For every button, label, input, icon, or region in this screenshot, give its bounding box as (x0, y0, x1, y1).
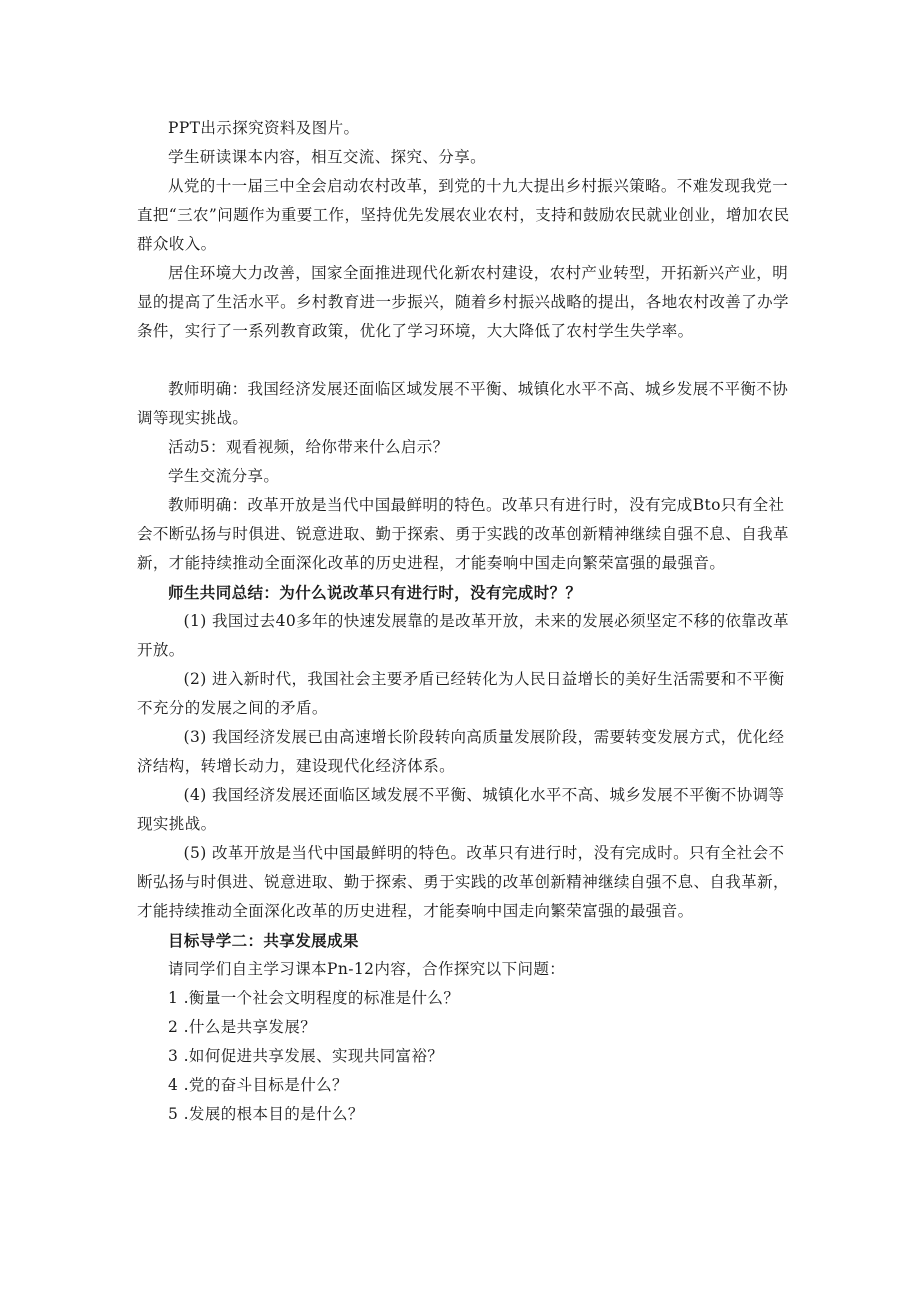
question-2: 2 .什么是共享发展？ (168, 1018, 317, 1036)
summary-item-1: (1) 我国过去40多年的快速发展靠的是改革开放，未来的发展必须坚定不移的依靠改革开放。 (137, 612, 790, 659)
paragraph-student-study: 学生研读课本内容，相互交流、探究、分享。 (168, 148, 487, 166)
blank-line (137, 346, 797, 375)
summary-item-4: (4) 我国经济发展还面临区域发展不平衡、城镇化水平不高、城乡发展不平衡不协调等现实挑战。 (137, 786, 785, 833)
summary-item-5: (5) 改革开放是当代中国最鲜明的特色。改革只有进行时，没有完成时。只有全社会不断弘扬与时俱进、锐意进取、勤于探索、勇于实践的改革创新精神继续自强不息、自我革新，才能持续推动全面深化改革的历史进程，才能奏响中国走向繁荣富强的最强音。 (137, 844, 789, 920)
paragraph-teacher-clarify-2: 教师明确：改革开放是当代中国最鲜明的特色。改革只有进行时，没有完成Bto只有全社会不断弘扬与时俱进、锐意进取、勤于探索、勇于实践的改革创新精神继续自强不息、自我革新，才能持续推动全面深化改革的历史进程，才能奏响中国走向繁荣富强的最强音。 (137, 496, 789, 572)
heading-goal-2: 目标导学二：共享发展成果 (168, 931, 359, 950)
question-5: 5 .发展的根本目的是什么？ (168, 1105, 364, 1123)
summary-item-2: (2) 进入新时代，我国社会主要矛盾已经转化为人民日益增长的美好生活需要和不平衡不充分的发展之间的矛盾。 (137, 670, 785, 717)
question-1: 1 .衡量一个社会文明程度的标准是什么？ (168, 989, 460, 1007)
paragraph-living-environment: 居住环境大力改善，国家全面推进现代化新农村建设，农村产业转型，开拓新兴产业，明显的提高了生活水平。乡村教育进一步振兴，随着乡村振兴战略的提出，各地农村改善了办学条件，实行了一系列教育政策，优化了学习环境，大大降低了农村学生失学率。 (137, 264, 789, 340)
summary-item-3: (3) 我国经济发展已由高速增长阶段转向高质量发展阶段，需要转变发展方式，优化经济结构，转增长动力，建设现代化经济体系。 (137, 728, 785, 775)
paragraph-self-study: 请同学们自主学习课本Pn-12内容，合作探究以下问题： (168, 960, 566, 978)
paragraph-ppt: PPT出示探究资料及图片。 (168, 119, 360, 137)
heading-summary: 师生共同总结：为什么说改革只有进行时，没有完成时？？ (168, 583, 582, 602)
document-body (137, 114, 797, 1129)
paragraph-rural-reform: 从党的十一届三中全会启动农村改革，到党的十九大提出乡村振兴策略。不难发现我党一直把“三农”问题作为重要工作，坚持优先发展农业农村，支持和鼓励农民就业创业，增加农民群众收入。 (137, 177, 790, 253)
question-4: 4 .党的奋斗目标是什么？ (168, 1076, 348, 1094)
question-3: 3 .如何促进共享发展、实现共同富裕？ (168, 1047, 444, 1065)
paragraph-teacher-clarify-1: 教师明确：我国经济发展还面临区域发展不平衡、城镇化水平不高、城乡发展不平衡不协调等现实挑战。 (137, 380, 789, 427)
paragraph-student-share: 学生交流分享。 (168, 467, 280, 485)
paragraph-activity-5: 活动5：观看视频，给你带来什么启示？ (168, 438, 449, 456)
